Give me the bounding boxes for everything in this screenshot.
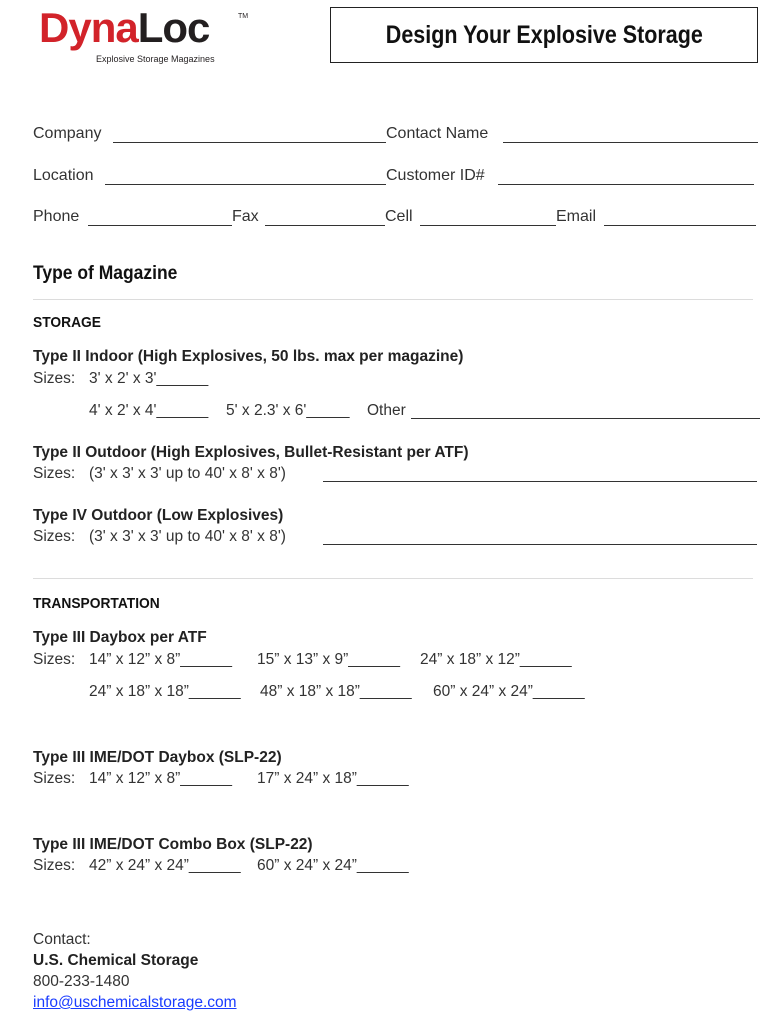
daybox-title: Type III Daybox per ATF [33,629,207,646]
type4-outdoor-size-range: (3' x 3' x 3' up to 40' x 8' x 8') [89,528,286,545]
fax-label: Fax [232,208,259,225]
contact-company: U.S. Chemical Storage [33,952,199,969]
ime-daybox-sizes-label: Sizes: [33,770,76,787]
contact-phone: 800-233-1480 [33,973,130,990]
storage-heading: STORAGE [33,314,101,331]
ime-daybox-size-option[interactable]: 14” x 12” x 8”______ [89,770,233,787]
page-title: Design Your Explosive Storage [385,20,703,49]
type2-indoor-size-option[interactable]: 5' x 2.3' x 6'_____ [226,402,350,419]
phone-field[interactable] [88,225,232,226]
section-divider [33,578,753,579]
ime-combo-size-option[interactable]: 60” x 24” x 24”______ [257,857,409,874]
daybox-sizes-label: Sizes: [33,651,76,668]
cell-field[interactable] [420,225,556,226]
logo-tagline: Explosive Storage Magazines [96,54,215,64]
fax-field[interactable] [265,225,385,226]
type2-outdoor-size-range: (3' x 3' x 3' up to 40' x 8' x 8') [89,465,286,482]
daybox-size-option[interactable]: 60” x 24” x 24”______ [433,683,585,700]
title-box [330,7,758,63]
daybox-size-option[interactable]: 48” x 18” x 18”______ [260,683,412,700]
type2-indoor-size-option[interactable]: 3' x 2' x 3'______ [89,370,209,387]
logo-trademark: TM [238,13,249,20]
transportation-heading: TRANSPORTATION [33,595,160,612]
section-divider [33,299,753,300]
type-of-magazine-heading: Type of Magazine [33,263,178,284]
contact-name-label: Contact Name [386,125,489,142]
location-label: Location [33,167,94,184]
customer-id-label: Customer ID# [386,167,485,184]
type2-outdoor-title: Type II Outdoor (High Explosives, Bullet-Resistant per ATF) [33,444,469,461]
contact-label: Contact: [33,931,91,948]
type4-outdoor-size-field[interactable] [323,544,757,545]
ime-daybox-title: Type III IME/DOT Daybox (SLP-22) [33,749,282,766]
location-field[interactable] [105,184,386,185]
type4-outdoor-title: Type IV Outdoor (Low Explosives) [33,507,284,524]
ime-combo-sizes-label: Sizes: [33,857,76,874]
daybox-size-option[interactable]: 24” x 18” x 18”______ [89,683,241,700]
type2-indoor-other-label: Other [367,402,406,419]
ime-combo-size-option[interactable]: 42” x 24” x 24”______ [89,857,241,874]
email-label: Email [556,208,597,225]
type2-indoor-size-option[interactable]: 4' x 2' x 4'______ [89,402,209,419]
company-label: Company [33,125,102,142]
daybox-size-option[interactable]: 24” x 18” x 12”______ [420,651,572,668]
type2-indoor-title: Type II Indoor (High Explosives, 50 lbs. max per magazine) [33,348,464,365]
contact-name-field[interactable] [503,142,758,143]
daybox-size-option[interactable]: 14” x 12” x 8”______ [89,651,233,668]
email-field[interactable] [604,225,756,226]
logo-part-dyna: Dyna [39,4,138,51]
ime-combo-title: Type III IME/DOT Combo Box (SLP-22) [33,836,313,853]
company-field[interactable] [113,142,386,143]
customer-id-field[interactable] [498,184,754,185]
ime-daybox-size-option[interactable]: 17” x 24” x 18”______ [257,770,409,787]
type2-indoor-sizes-label: Sizes: [33,370,76,387]
logo-part-loc: Loc [137,4,210,51]
brand-logo [39,4,210,51]
contact-email-link[interactable]: info@uschemicalstorage.com [33,994,237,1011]
daybox-size-option[interactable]: 15” x 13” x 9”______ [257,651,401,668]
type2-outdoor-sizes-label: Sizes: [33,465,76,482]
type2-outdoor-size-field[interactable] [323,481,757,482]
type2-indoor-other-field[interactable] [411,418,760,419]
type4-outdoor-sizes-label: Sizes: [33,528,76,545]
phone-label: Phone [33,208,80,225]
cell-label: Cell [385,208,413,225]
